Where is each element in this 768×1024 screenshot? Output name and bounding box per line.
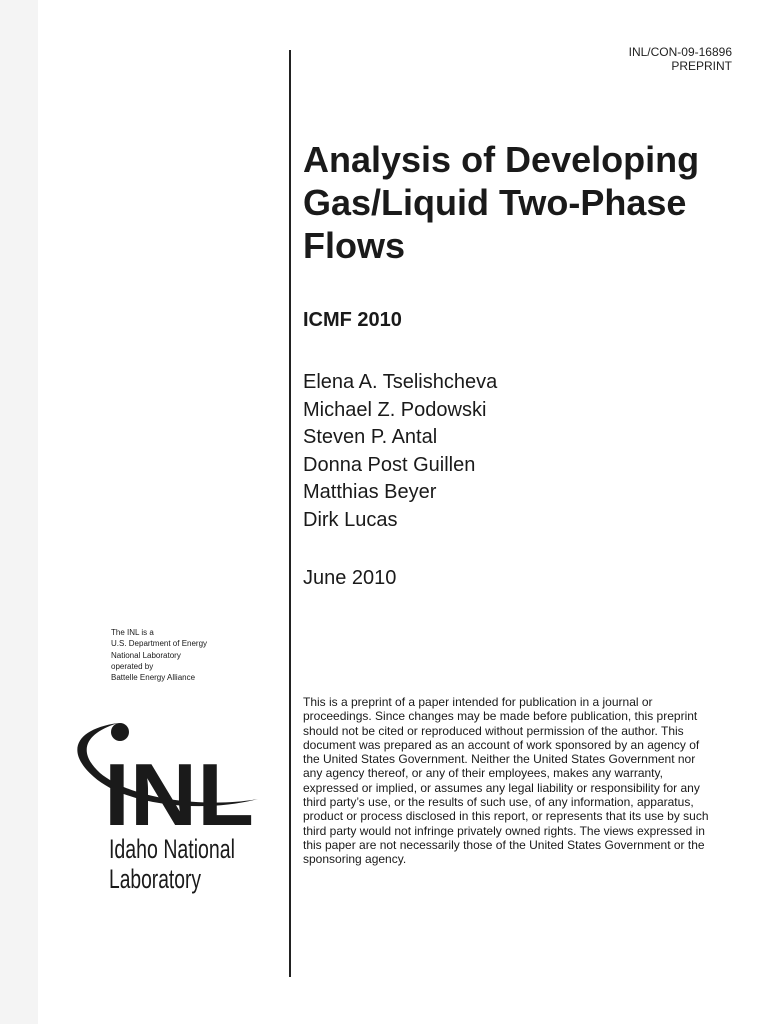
report-number-line: INL/CON-09-16896 (628, 45, 732, 59)
author: Donna Post Guillen (303, 453, 476, 476)
disclaimer-text: This is a preprint of a paper intended for publication in a journal or proceedings. Since changes may be made before publication, this preprint should not be cited or reproduced without permission of the author. This document was prepared as an account of work sponsored by an agency of the United States Government. Neither the United States Government nor any agency thereof, or any of their employees, makes any warranty, expressed or implied, or assumes any legal liability or responsibility for any third party’s use, or the results of such use, of any information, apparatus, product or process disclosed in this report, or represents that its use by such third party would not infringe privately owned rights. The views expressed in this paper are not necessarily those of the United States Government or the sponsoring agency. (303, 695, 709, 867)
logo-name-line: Laboratory (109, 864, 202, 894)
author-list (303, 369, 497, 535)
conference-name: ICMF 2010 (303, 309, 402, 331)
inl-description-line: National Laboratory (111, 650, 181, 660)
logo-dot (111, 723, 129, 741)
logo-wordmark: INL (104, 745, 254, 844)
author: Michael Z. Podowski (303, 398, 487, 421)
author: Elena A. Tselishcheva (303, 371, 498, 393)
vertical-divider (289, 50, 291, 977)
title-line: Gas/Liquid Two-Phase (303, 182, 687, 223)
preprint-label: PREPRINT (671, 59, 732, 73)
publication-date: June 2010 (303, 567, 397, 589)
title-line: Flows (303, 225, 406, 266)
title-line: Analysis of Developing (303, 139, 700, 180)
inl-description (111, 627, 261, 683)
inl-logo (66, 715, 266, 905)
author: Dirk Lucas (303, 508, 398, 531)
document-title (303, 138, 723, 267)
logo-name-line: Idaho National (109, 834, 235, 864)
author: Matthias Beyer (303, 481, 437, 504)
author: Steven P. Antal (303, 426, 438, 449)
inl-description-line: U.S. Department of Energy (111, 639, 208, 649)
inl-description-line: The INL is a (111, 628, 154, 637)
report-number (629, 45, 732, 73)
inl-description-line: operated by (111, 661, 154, 671)
inl-description-line: Battelle Energy Alliance (111, 673, 196, 683)
